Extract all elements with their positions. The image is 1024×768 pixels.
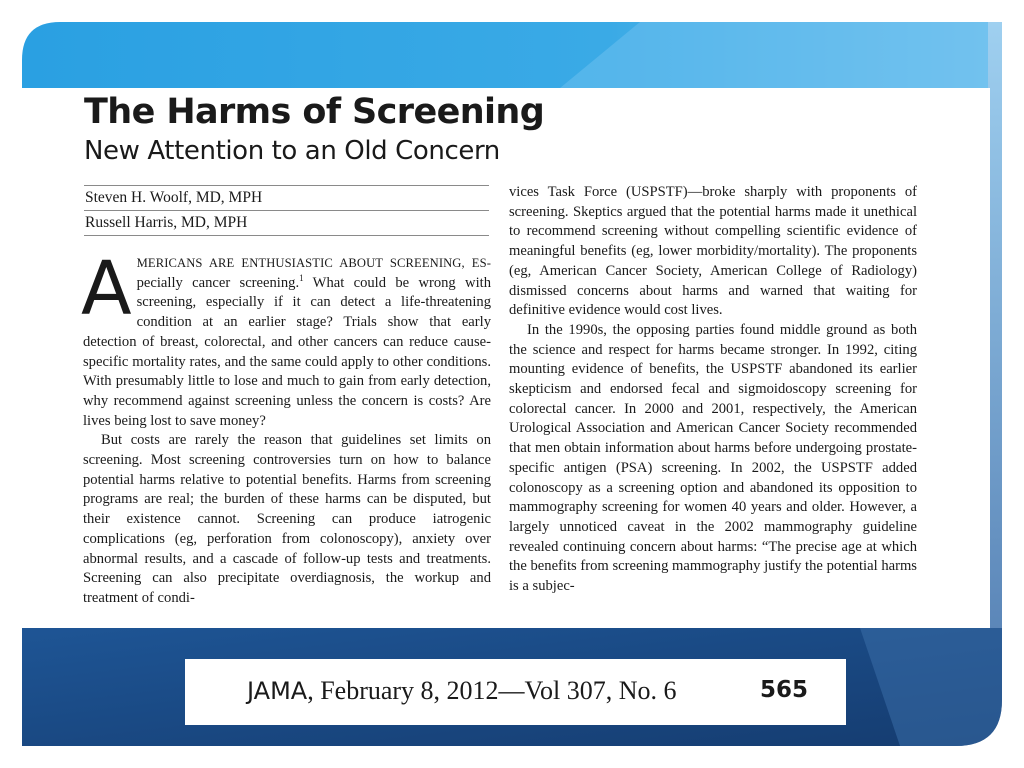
left-column — [81, 246, 492, 609]
left-paragraph-1-text-a: pecially cancer screening. — [136, 274, 300, 291]
article-subtitle: New Attention to an Old Concern — [84, 136, 500, 166]
left-paragraph-2: But costs are rarely the reason that guidelines set limits on screening. Most screening controversies turn on how to balance potential harms relative to potential benefits. Harms from screening programs are real; the burden of these harms can be disputed, but their existence cannot. Screening can produce iatrogenic complications (eg, perforation from colonoscopy), anxiety over abnormal results, and a cascade of follow-up tests and treatments. Screening can also precipitate overdiagnosis, the workup and treatment of condi- — [83, 432, 491, 606]
citation-box — [185, 659, 846, 725]
left-paragraph-1-text-b: What could be wrong with screening, especially if it can detect a life-threatening condition at an earlier stage? Trials show that early detection of breast, colorectal, and other cancers can reduce cause-specific mortality rates, and the same could apply to other conditions. With presumably little to lose and much to gain from early detection, why recommend against screening unless the concern is costs? Are lives being lost to save money? — [83, 274, 492, 429]
author-2: Russell Harris, MD, MPH — [84, 210, 489, 235]
citation-details: , February 8, 2012—Vol 307, No. 6 — [307, 676, 677, 705]
article-title: The Harms of Screening — [84, 92, 545, 132]
journal-citation — [247, 676, 676, 706]
article-page — [22, 88, 990, 628]
opening-smallcaps: MERICANS ARE ENTHUSIASTIC ABOUT SCREENING, ES- — [136, 256, 491, 270]
author-1: Steven H. Woolf, MD, MPH — [85, 189, 263, 206]
left-paragraph-1 — [81, 246, 492, 431]
journal-name: JAMA — [247, 677, 308, 705]
right-column — [509, 183, 917, 597]
page-number: 565 — [760, 677, 809, 703]
right-paragraph-2: In the 1990s, the opposing parties found middle ground as both the science and respect for harms became stronger. In 1992, citing mounting evidence of benefits, the USPSTF abandoned its earlier skepticism and endorsed fecal and sigmoidoscopy screening for colorectal cancer. In 2000 and 2001, respectively, the American Urological Association and American Cancer Society recommended that men obtain information about harms before undergoing prostate-specific antigen (PSA) screening. In 2002, the USPSTF added colonoscopy as a screening option and abandoned its opposition to mammography screening for women 40 years and older. However, a largely unnoticed caveat in the 2002 mammography guideline revealed continuing concern about harms: “The precise age at which the benefits from screening mammography justify the potential harms is a subjec- — [509, 321, 917, 595]
drop-cap: A — [81, 246, 132, 332]
reference-marker: 1 — [299, 272, 304, 283]
author-list — [84, 185, 489, 236]
right-paragraph-1: vices Task Force (USPSTF)—broke sharply with proponents of screening. Skeptics argued that the potential harms made it unethical to recommend screening without compelling scientific evidence of meaningful benefits (eg, lower morbidity/mortality). The proponents (eg, American Cancer Society, American College of Radiology) dismissed concerns about harms and warned that waiting for definitive evidence would cost lives. — [509, 184, 917, 319]
